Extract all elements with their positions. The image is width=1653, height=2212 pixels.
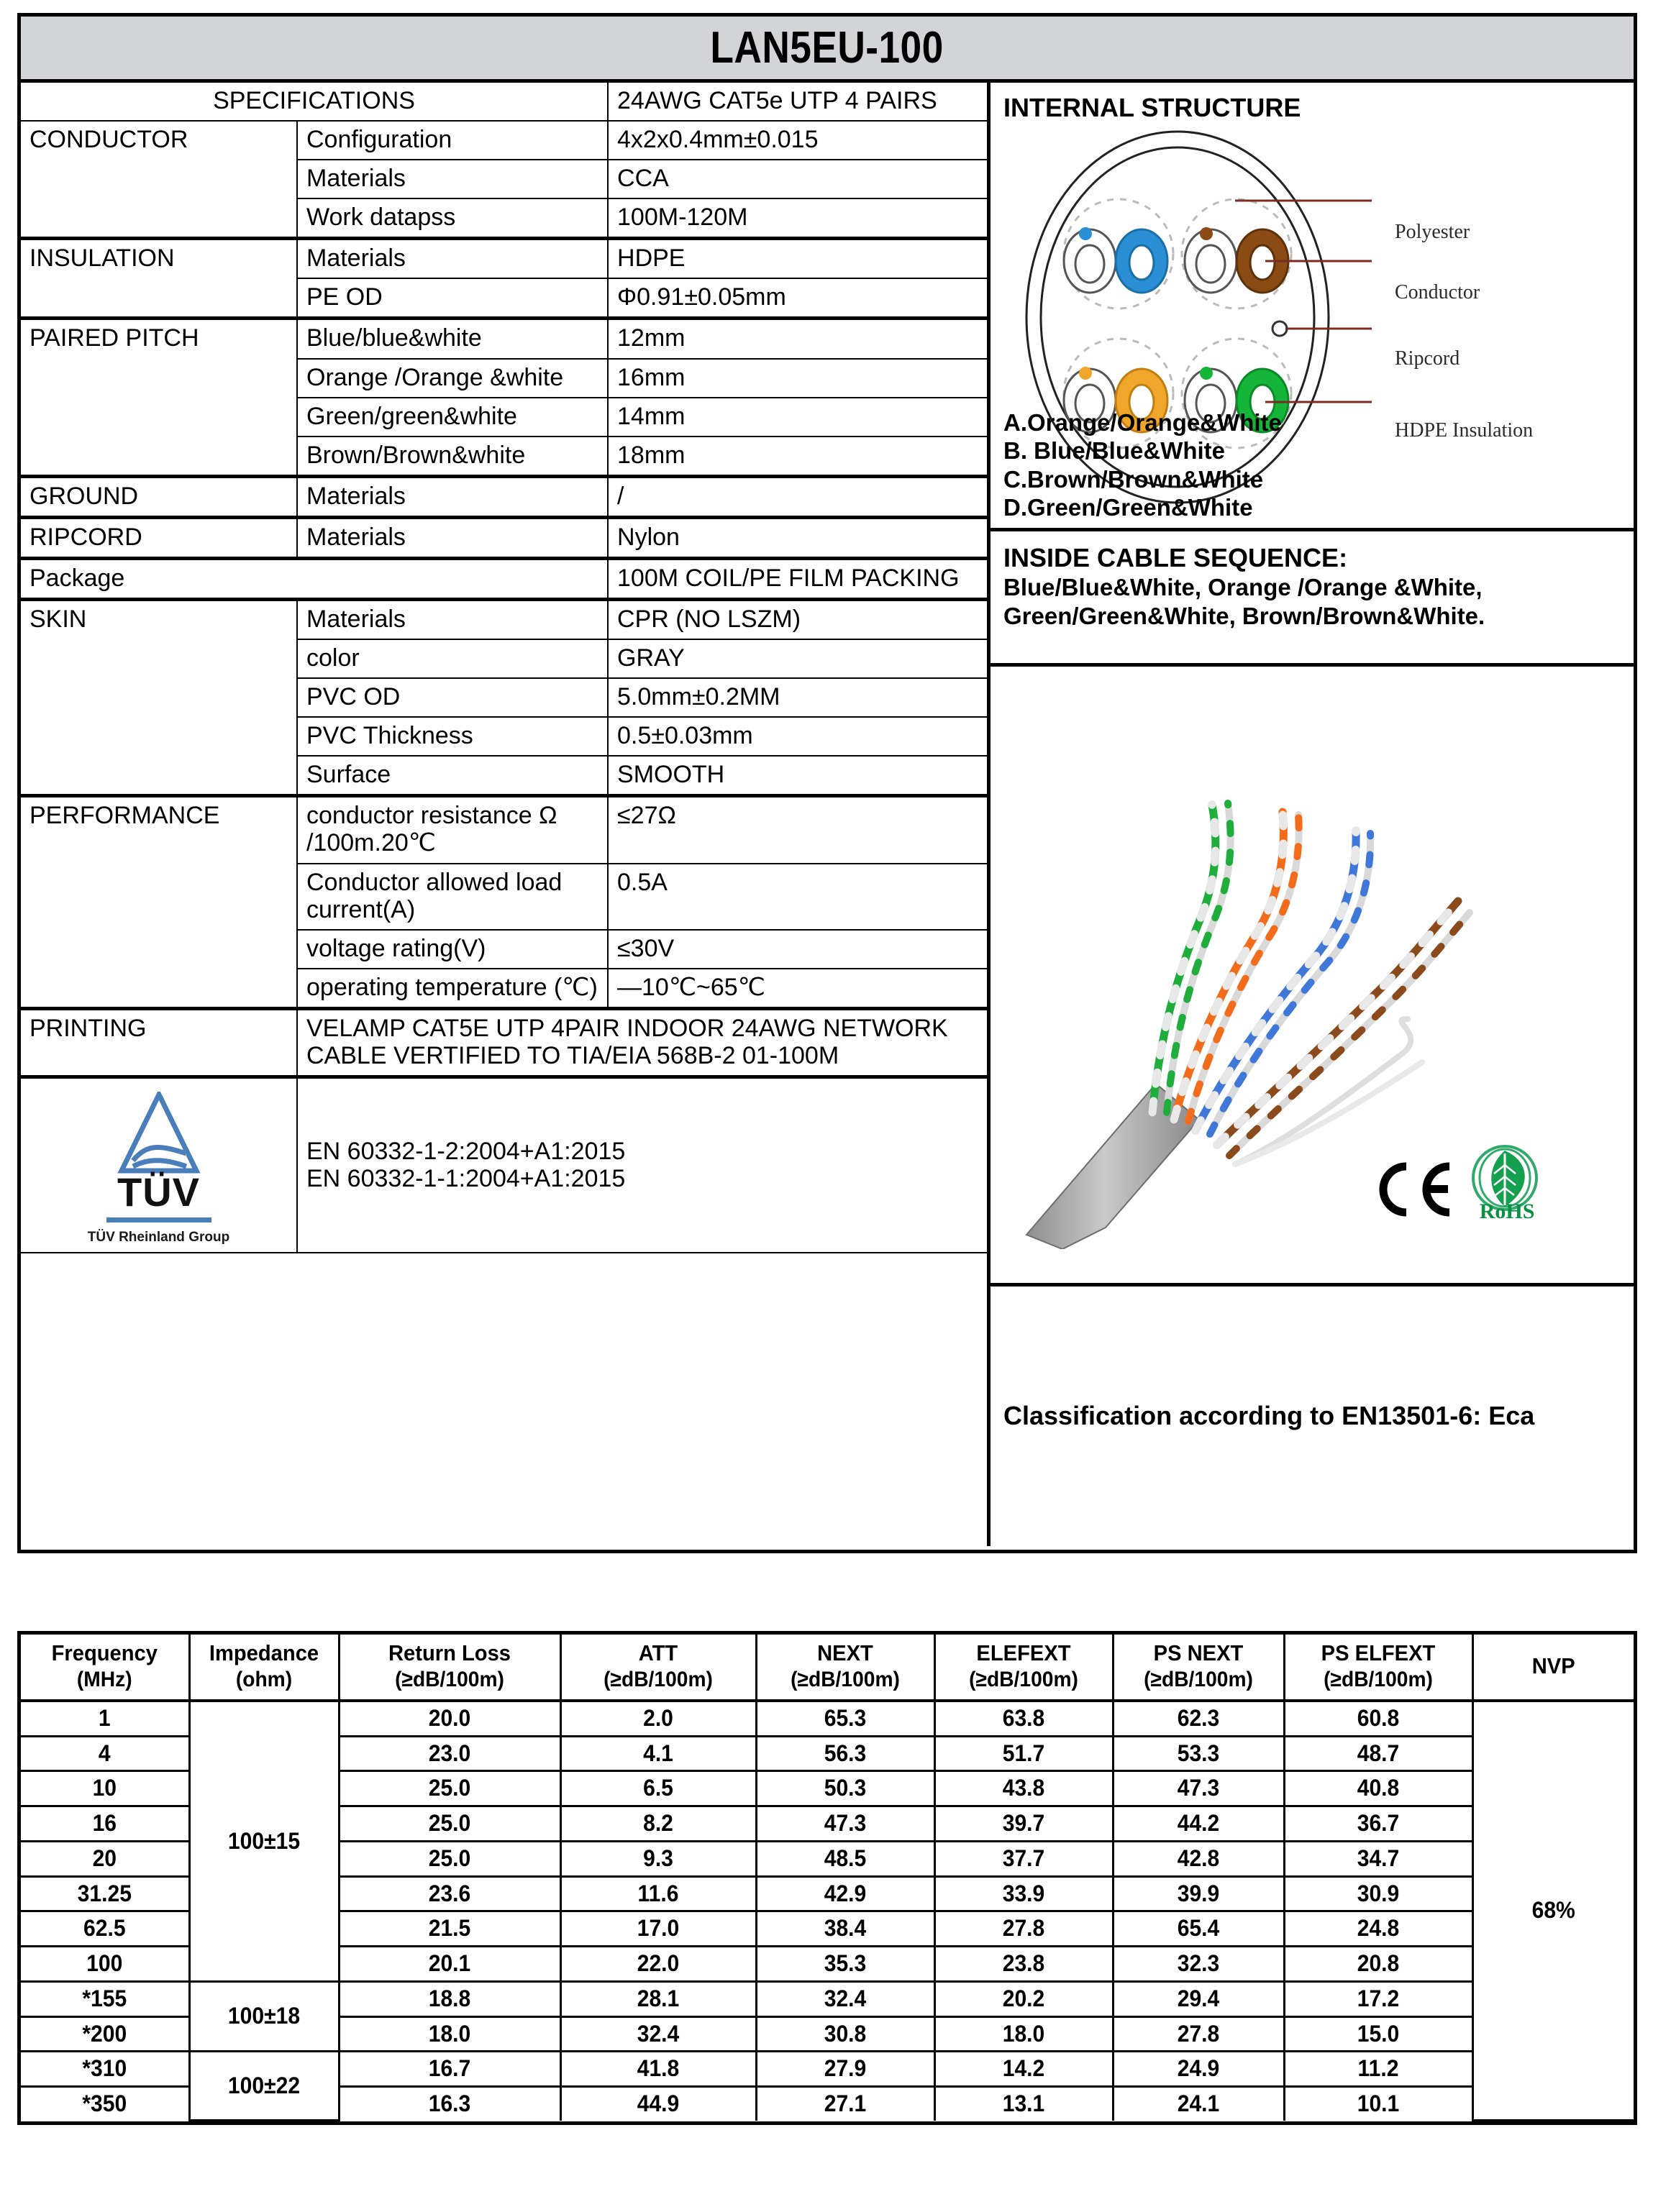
spec-row [21, 600, 987, 640]
cell-att: 22.0 [566, 1947, 750, 1982]
spec-param-value: 14mm [608, 398, 987, 437]
cell-return-loss: 23.6 [345, 1876, 554, 1911]
column-header-elefext: ELEFEXT (≥dB/100m) [939, 1635, 1107, 1701]
cell-ps-next: 32.3 [1118, 1947, 1279, 1982]
classification-text: Classification according to EN13501-6: Eca [1003, 1401, 1535, 1431]
cell-elefext: 33.9 [939, 1876, 1107, 1911]
page-title: LAN5EU-100 [710, 22, 944, 73]
legend-conductor: Conductor [1395, 281, 1480, 303]
legend-ripcord: Ripcord [1395, 347, 1460, 370]
spec-param-value: ≤27Ω [608, 796, 987, 864]
cell-elefext: 43.8 [939, 1771, 1107, 1806]
printing-label: PRINTING [21, 1008, 297, 1077]
cable-sequence-line-2: Green/Green&White, Brown/Brown&White. [1003, 603, 1485, 630]
spec-param-label: Configuration [297, 121, 608, 160]
cell-nvp: 68% [1477, 1701, 1629, 2121]
cell-ps-elfext: 36.7 [1290, 1806, 1467, 1842]
cell-next: 47.3 [761, 1806, 929, 1842]
cell-frequency: 62.5 [26, 1911, 184, 1947]
cell-frequency: 20 [26, 1841, 184, 1876]
standard-line-1: EN 60332-1-2:2004+A1:2015 [306, 1137, 626, 1165]
cell-ps-next: 24.1 [1118, 2087, 1279, 2121]
cell-next: 65.3 [761, 1701, 929, 1736]
spec-param-label: Materials [297, 160, 608, 198]
pair-item-b: B. Blue/Blue&White [1003, 437, 1226, 465]
cable-sequence-line-1: Blue/Blue&White, Orange /Orange &White, [1003, 574, 1483, 601]
cell-frequency: 1 [26, 1701, 184, 1736]
spec-param-value: 0.5±0.03mm [608, 717, 987, 756]
product-title-band [21, 17, 1634, 83]
spec-param-value: 0.5A [608, 864, 987, 930]
cell-next: 50.3 [761, 1771, 929, 1806]
cell-ps-next: 39.9 [1118, 1876, 1279, 1911]
spec-param-value: 18mm [608, 437, 987, 477]
cell-ps-elfext: 24.8 [1290, 1911, 1467, 1947]
cell-ps-elfext: 15.0 [1290, 2016, 1467, 2052]
performance-table-panel [17, 1631, 1637, 2125]
legend-hdpe-insulation: HDPE Insulation [1395, 419, 1534, 442]
cell-elefext: 39.7 [939, 1806, 1107, 1842]
cell-frequency: *200 [26, 2016, 184, 2052]
cell-frequency: 4 [26, 1736, 184, 1771]
cell-ps-elfext: 34.7 [1290, 1841, 1467, 1876]
package-label: Package [21, 558, 608, 599]
column-header-next: NEXT (≥dB/100m) [761, 1635, 929, 1701]
cell-elefext: 27.8 [939, 1911, 1107, 1947]
spec-param-label: PE OD [297, 278, 608, 319]
cell-ps-elfext: 20.8 [1290, 1947, 1467, 1982]
cell-impedance: 100±22 [193, 2052, 334, 2121]
cell-ps-next: 29.4 [1118, 1981, 1279, 2016]
cell-frequency: *310 [26, 2052, 184, 2087]
cell-next: 42.9 [761, 1876, 929, 1911]
spec-param-label: Green/green&white [297, 398, 608, 437]
legend-polyester: Polyester [1395, 221, 1470, 243]
spec-param-value: Nylon [608, 517, 987, 558]
cell-elefext: 51.7 [939, 1736, 1107, 1771]
column-header-att: ATT (≥dB/100m) [566, 1635, 750, 1701]
cell-next: 27.1 [761, 2087, 929, 2121]
specifications-table [21, 83, 987, 1253]
spec-param-label: Materials [297, 600, 608, 640]
spec-row [21, 319, 987, 359]
spec-group-label: INSULATION [21, 239, 297, 319]
table-row [21, 1701, 1634, 1736]
cell-ps-elfext: 11.2 [1290, 2052, 1467, 2087]
cell-return-loss: 18.8 [345, 1981, 554, 2016]
spec-header-row [21, 83, 987, 121]
cell-att: 4.1 [566, 1736, 750, 1771]
spec-header-product: 24AWG CAT5e UTP 4 PAIRS [608, 83, 987, 121]
cell-next: 27.9 [761, 2052, 929, 2087]
cell-att: 28.1 [566, 1981, 750, 2016]
cell-return-loss: 21.5 [345, 1911, 554, 1947]
spec-left-column [21, 83, 991, 1546]
spec-param-label: Surface [297, 756, 608, 796]
standards-cell [297, 1077, 987, 1253]
cable-sequence-heading: INSIDE CABLE SEQUENCE: [1003, 543, 1348, 572]
spec-param-value: Φ0.91±0.05mm [608, 278, 987, 319]
cell-return-loss: 20.0 [345, 1701, 554, 1736]
cell-frequency: 100 [26, 1947, 184, 1982]
cell-ps-elfext: 17.2 [1290, 1981, 1467, 2016]
spec-param-value: ≤30V [608, 930, 987, 969]
column-header-impedance: Impedance (ohm) [193, 1635, 334, 1701]
package-row [21, 558, 987, 599]
tuv-subtitle: TÜV Rheinland Group [87, 1230, 230, 1246]
table-header-row [21, 1635, 1634, 1701]
spec-param-label: Materials [297, 239, 608, 279]
cell-frequency: 16 [26, 1806, 184, 1842]
spec-param-value: CPR (NO LSZM) [608, 600, 987, 640]
cell-ps-next: 53.3 [1118, 1736, 1279, 1771]
spec-param-value: 4x2x0.4mm±0.015 [608, 121, 987, 160]
cell-elefext: 20.2 [939, 1981, 1107, 2016]
spec-param-label: conductor resistance Ω /100m.20℃ [297, 796, 608, 864]
spec-param-label: Work datapss [297, 198, 608, 239]
column-header-return-loss: Return Loss (≥dB/100m) [345, 1635, 554, 1701]
spec-param-label: operating temperature (℃) [297, 969, 608, 1009]
cell-next: 56.3 [761, 1736, 929, 1771]
inside-cable-sequence-block [991, 531, 1634, 667]
pair-item-c: C.Brown/Brown&White [1003, 465, 1264, 493]
spec-group-label: PAIRED PITCH [21, 319, 297, 476]
spec-param-label: Orange /Orange &white [297, 359, 608, 398]
cell-next: 38.4 [761, 1911, 929, 1947]
column-header-ps-elfext: PS ELFEXT (≥dB/100m) [1290, 1635, 1467, 1701]
spec-param-value: 16mm [608, 359, 987, 398]
spec-row [21, 121, 987, 160]
cell-frequency: *155 [26, 1981, 184, 2016]
spec-param-value: CCA [608, 160, 987, 198]
cell-return-loss: 18.0 [345, 2016, 554, 2052]
cell-ps-next: 44.2 [1118, 1806, 1279, 1842]
cell-elefext: 37.7 [939, 1841, 1107, 1876]
cell-att: 6.5 [566, 1771, 750, 1806]
classification-block [991, 1286, 1634, 1546]
spec-param-value: HDPE [608, 239, 987, 279]
spec-param-label: Brown/Brown&white [297, 437, 608, 477]
cell-ps-next: 27.8 [1118, 2016, 1279, 2052]
cell-elefext: 63.8 [939, 1701, 1107, 1736]
spec-param-label: Materials [297, 476, 608, 517]
cell-frequency: 10 [26, 1771, 184, 1806]
spec-header-specifications: SPECIFICATIONS [21, 83, 608, 121]
cell-att: 8.2 [566, 1806, 750, 1842]
compliance-marks [1375, 1145, 1547, 1223]
spec-row [21, 239, 987, 279]
column-header-nvp: NVP [1477, 1635, 1629, 1701]
internal-structure-block [991, 83, 1634, 531]
spec-param-label: PVC Thickness [297, 717, 608, 756]
cell-att: 32.4 [566, 2016, 750, 2052]
cell-ps-next: 47.3 [1118, 1771, 1279, 1806]
cell-return-loss: 20.1 [345, 1947, 554, 1982]
spec-param-label: PVC OD [297, 678, 608, 717]
tuv-wordmark: TÜV [117, 1169, 200, 1215]
specification-panel [17, 13, 1637, 1553]
cell-return-loss: 16.7 [345, 2052, 554, 2087]
cell-next: 35.3 [761, 1947, 929, 1982]
cell-return-loss: 16.3 [345, 2087, 554, 2121]
spec-param-value: GRAY [608, 639, 987, 678]
spec-param-value: 100M-120M [608, 198, 987, 239]
spec-param-value: 5.0mm±0.2MM [608, 678, 987, 717]
cell-ps-elfext: 60.8 [1290, 1701, 1467, 1736]
certification-row [21, 1077, 987, 1253]
cell-return-loss: 25.0 [345, 1771, 554, 1806]
printing-row [21, 1008, 987, 1077]
cell-impedance: 100±18 [193, 1981, 334, 2052]
spec-param-label: Conductor allowed load current(A) [297, 864, 608, 930]
cell-att: 17.0 [566, 1911, 750, 1947]
cell-frequency: 31.25 [26, 1876, 184, 1911]
tuv-logo-cell [21, 1077, 297, 1253]
column-header-frequency: Frequency (MHz) [26, 1635, 184, 1701]
spec-group-label: CONDUCTOR [21, 121, 297, 239]
cell-elefext: 18.0 [939, 2016, 1107, 2052]
cell-return-loss: 25.0 [345, 1806, 554, 1842]
tuv-underline [106, 1217, 211, 1222]
cell-ps-elfext: 40.8 [1290, 1771, 1467, 1806]
printing-value: VELAMP CAT5E UTP 4PAIR INDOOR 24AWG NETWORK CABLE VERTIFIED TO TIA/EIA 568B-2 01-100M [297, 1008, 987, 1077]
cell-return-loss: 25.0 [345, 1841, 554, 1876]
spec-right-column [991, 83, 1634, 1546]
cell-elefext: 23.8 [939, 1947, 1107, 1982]
cell-ps-next: 42.8 [1118, 1841, 1279, 1876]
cell-frequency: *350 [26, 2087, 184, 2121]
spec-row [21, 517, 987, 558]
spec-param-value: / [608, 476, 987, 517]
table-row [21, 1981, 1634, 2016]
cell-ps-elfext: 30.9 [1290, 1876, 1467, 1911]
spec-group-label: GROUND [21, 476, 297, 517]
cell-att: 41.8 [566, 2052, 750, 2087]
cell-ps-next: 65.4 [1118, 1911, 1279, 1947]
spec-param-label: Materials [297, 517, 608, 558]
spec-param-label: Blue/blue&white [297, 319, 608, 359]
spec-group-label: SKIN [21, 600, 297, 796]
spec-param-value: —10℃~65℃ [608, 969, 987, 1009]
cell-elefext: 13.1 [939, 2087, 1107, 2121]
spec-param-value: 12mm [608, 319, 987, 359]
pair-item-a: A.Orange/Orange&White [1003, 408, 1282, 436]
spec-param-label: color [297, 639, 608, 678]
cell-att: 9.3 [566, 1841, 750, 1876]
spec-param-value: SMOOTH [608, 756, 987, 796]
pair-color-list [1003, 408, 1282, 522]
rohs-label: RoHS [1479, 1199, 1535, 1223]
cell-next: 32.4 [761, 1981, 929, 2016]
spec-group-label: PERFORMANCE [21, 796, 297, 1008]
table-row [21, 2052, 1634, 2087]
cell-next: 48.5 [761, 1841, 929, 1876]
spec-row [21, 796, 987, 864]
spec-row [21, 476, 987, 517]
cable-photo-block [991, 667, 1634, 1286]
tuv-logo [24, 1086, 293, 1245]
cell-ps-next: 62.3 [1118, 1701, 1279, 1736]
cell-next: 30.8 [761, 2016, 929, 2052]
cell-att: 44.9 [566, 2087, 750, 2121]
internal-structure-heading: INTERNAL STRUCTURE [1003, 93, 1301, 122]
cell-impedance: 100±15 [193, 1701, 334, 1982]
cell-att: 2.0 [566, 1701, 750, 1736]
cell-ps-next: 24.9 [1118, 2052, 1279, 2087]
cell-return-loss: 23.0 [345, 1736, 554, 1771]
cell-att: 11.6 [566, 1876, 750, 1911]
spec-group-label: RIPCORD [21, 517, 297, 558]
package-value: 100M COIL/PE FILM PACKING [608, 558, 987, 599]
standard-line-2: EN 60332-1-1:2004+A1:2015 [306, 1164, 626, 1192]
cell-ps-elfext: 10.1 [1290, 2087, 1467, 2121]
cell-ps-elfext: 48.7 [1290, 1736, 1467, 1771]
cell-elefext: 14.2 [939, 2052, 1107, 2087]
spec-param-label: voltage rating(V) [297, 930, 608, 969]
ce-mark-icon [1375, 1159, 1455, 1220]
pair-item-d: D.Green/Green&White [1003, 494, 1253, 521]
column-header-ps-next: PS NEXT (≥dB/100m) [1118, 1635, 1279, 1701]
tuv-triangle-icon [116, 1092, 202, 1175]
performance-table [21, 1635, 1634, 2121]
